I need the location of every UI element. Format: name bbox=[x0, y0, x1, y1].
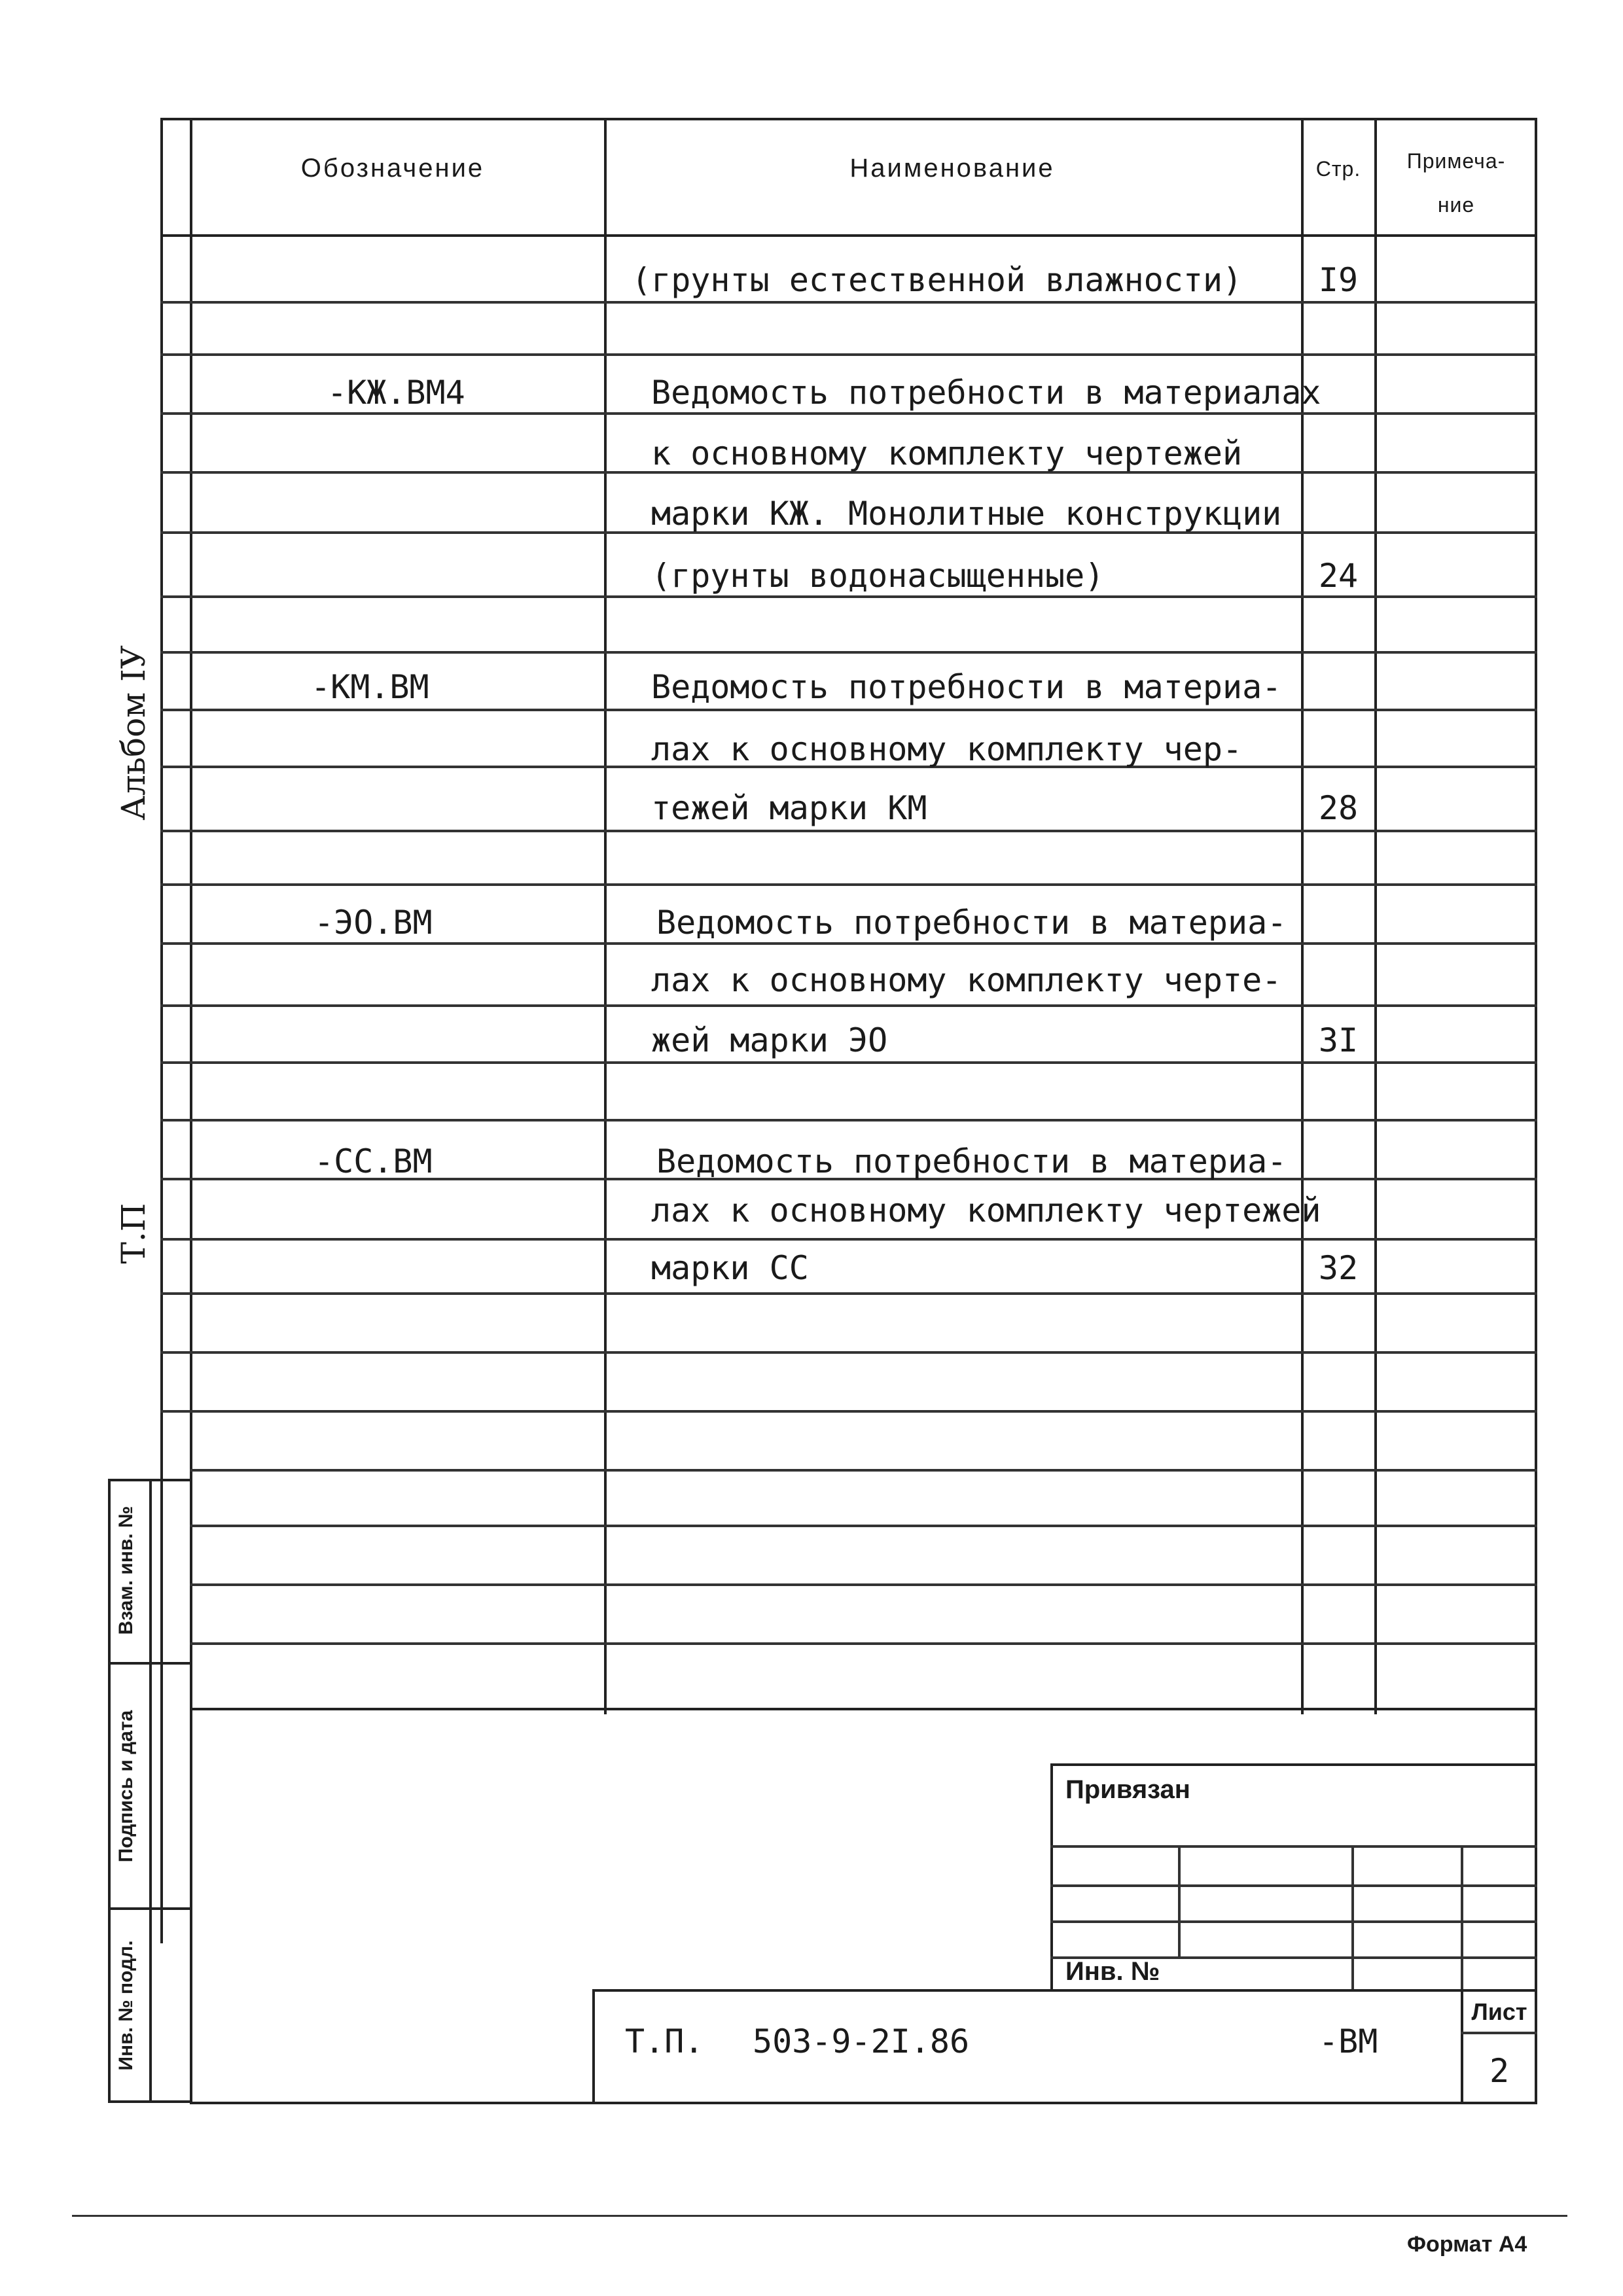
row-line bbox=[160, 651, 1537, 654]
privyazan-left bbox=[1050, 1763, 1053, 1989]
title-code: 503-9-2I.86 bbox=[753, 2022, 970, 2060]
row-line bbox=[160, 1119, 1537, 1122]
row-name: (грунты водонасыщенные) bbox=[651, 557, 1105, 595]
row-line bbox=[190, 1525, 1537, 1527]
header-name: Наименование bbox=[849, 154, 1055, 183]
privyazan-grid-line bbox=[1050, 1920, 1537, 1923]
row-designation: -ЭО.ВМ bbox=[314, 904, 433, 942]
row-name: Ведомость потребности в материа- bbox=[656, 904, 1287, 942]
row-page: I9 bbox=[1318, 261, 1359, 299]
privyazan-grid-line bbox=[1050, 1845, 1537, 1848]
row-page: 28 bbox=[1318, 789, 1359, 827]
row-name: лах к основному комплекту черте- bbox=[651, 961, 1282, 999]
frame-inner-left bbox=[190, 118, 192, 2102]
title-tp: Т.П. bbox=[625, 2022, 704, 2060]
row-name: лах к основному комплекту чертежей bbox=[651, 1192, 1321, 1229]
header-designation: Обозначение bbox=[300, 154, 485, 183]
album-side-label: Альбом IУ bbox=[115, 645, 152, 821]
row-name: марки КЖ. Монолитные конструкции bbox=[651, 495, 1282, 533]
vzam-inv-label: Взам. инв. № bbox=[115, 1506, 137, 1635]
privyazan-top bbox=[1050, 1763, 1537, 1766]
row-name: к основному комплекту чертежей bbox=[651, 434, 1243, 472]
row-line bbox=[160, 595, 1537, 598]
stamp-col-mid bbox=[149, 1479, 152, 2100]
frame-bottom-border bbox=[190, 2102, 1537, 2104]
header-note-line2: ние bbox=[1437, 193, 1475, 217]
row-line bbox=[160, 301, 1537, 304]
stamp-bottom bbox=[108, 2100, 191, 2103]
row-name: жей марки ЭО bbox=[651, 1021, 888, 1059]
title-strip-left bbox=[592, 1989, 595, 2102]
row-name: Ведомость потребности в материа- bbox=[651, 668, 1282, 706]
podpis-data-label: Подпись и дата bbox=[115, 1710, 137, 1863]
row-name: Ведомость потребности в материа- bbox=[656, 1142, 1287, 1180]
row-line bbox=[160, 942, 1537, 945]
privyazan-grid-vline bbox=[1351, 1845, 1354, 1989]
row-line bbox=[160, 830, 1537, 832]
privyazan-grid-vline bbox=[1178, 1845, 1181, 1956]
row-line bbox=[190, 1583, 1537, 1586]
header-bottom-line bbox=[160, 234, 1537, 237]
row-designation: -СС.ВМ bbox=[314, 1142, 433, 1180]
header-note-line1: Примеча- bbox=[1406, 149, 1506, 173]
row-name: Ведомость потребности в материалах bbox=[651, 374, 1321, 412]
row-line bbox=[160, 1292, 1537, 1295]
title-strip-top bbox=[592, 1989, 1537, 1992]
row-line bbox=[160, 1410, 1537, 1413]
row-line bbox=[160, 1061, 1537, 1064]
row-line bbox=[160, 1238, 1537, 1241]
stamp-col-left bbox=[108, 1479, 111, 2100]
row-line bbox=[160, 1004, 1537, 1007]
inv-no-label: Инв. № bbox=[1065, 1957, 1160, 1986]
stamp-div-1 bbox=[108, 1662, 191, 1665]
row-line bbox=[160, 412, 1537, 415]
row-line bbox=[160, 1351, 1537, 1354]
frame-left-border bbox=[160, 118, 163, 1943]
row-line bbox=[190, 1642, 1537, 1645]
privyazan-label: Привязан bbox=[1065, 1775, 1190, 1804]
header-page: Стр. bbox=[1315, 157, 1361, 181]
footer-line bbox=[72, 2215, 1567, 2217]
sheet-label-line bbox=[1461, 2032, 1537, 2034]
row-name: лах к основному комплекту чер- bbox=[651, 730, 1243, 768]
col-divider-1 bbox=[604, 118, 607, 1714]
row-page: 32 bbox=[1318, 1249, 1359, 1287]
row-line bbox=[160, 353, 1537, 356]
title-suffix: -ВМ bbox=[1319, 2022, 1378, 2060]
row-page: 24 bbox=[1318, 557, 1359, 595]
privyazan-grid-vline bbox=[1461, 1845, 1463, 1989]
row-line bbox=[190, 1469, 1537, 1472]
row-line bbox=[160, 883, 1537, 886]
frame-right-border bbox=[1535, 118, 1537, 1453]
tp-side-label: Т.П bbox=[115, 1203, 152, 1264]
inv-podl-label: Инв. № подл. bbox=[115, 1940, 137, 2071]
sheet-number: 2 bbox=[1489, 2052, 1510, 2090]
row-name: марки СС bbox=[651, 1249, 809, 1287]
col-divider-3 bbox=[1374, 118, 1377, 1714]
table-bottom-line bbox=[190, 1708, 1537, 1710]
frame-top-border bbox=[160, 118, 1537, 120]
col-divider-2 bbox=[1301, 118, 1304, 1714]
sheet-label: Лист bbox=[1471, 1998, 1527, 2025]
row-line bbox=[160, 709, 1537, 711]
format-label: Формат А4 bbox=[1407, 2232, 1527, 2257]
stamp-div-2 bbox=[108, 1907, 191, 1910]
row-page: 3I bbox=[1318, 1021, 1359, 1059]
privyazan-grid-line bbox=[1050, 1884, 1537, 1887]
row-designation: -КЖ.ВМ4 bbox=[327, 374, 465, 412]
row-name: (грунты естественной влажности) bbox=[632, 261, 1243, 299]
row-designation: -КМ.ВМ bbox=[311, 668, 429, 706]
row-name: тежей марки КМ bbox=[651, 789, 927, 827]
